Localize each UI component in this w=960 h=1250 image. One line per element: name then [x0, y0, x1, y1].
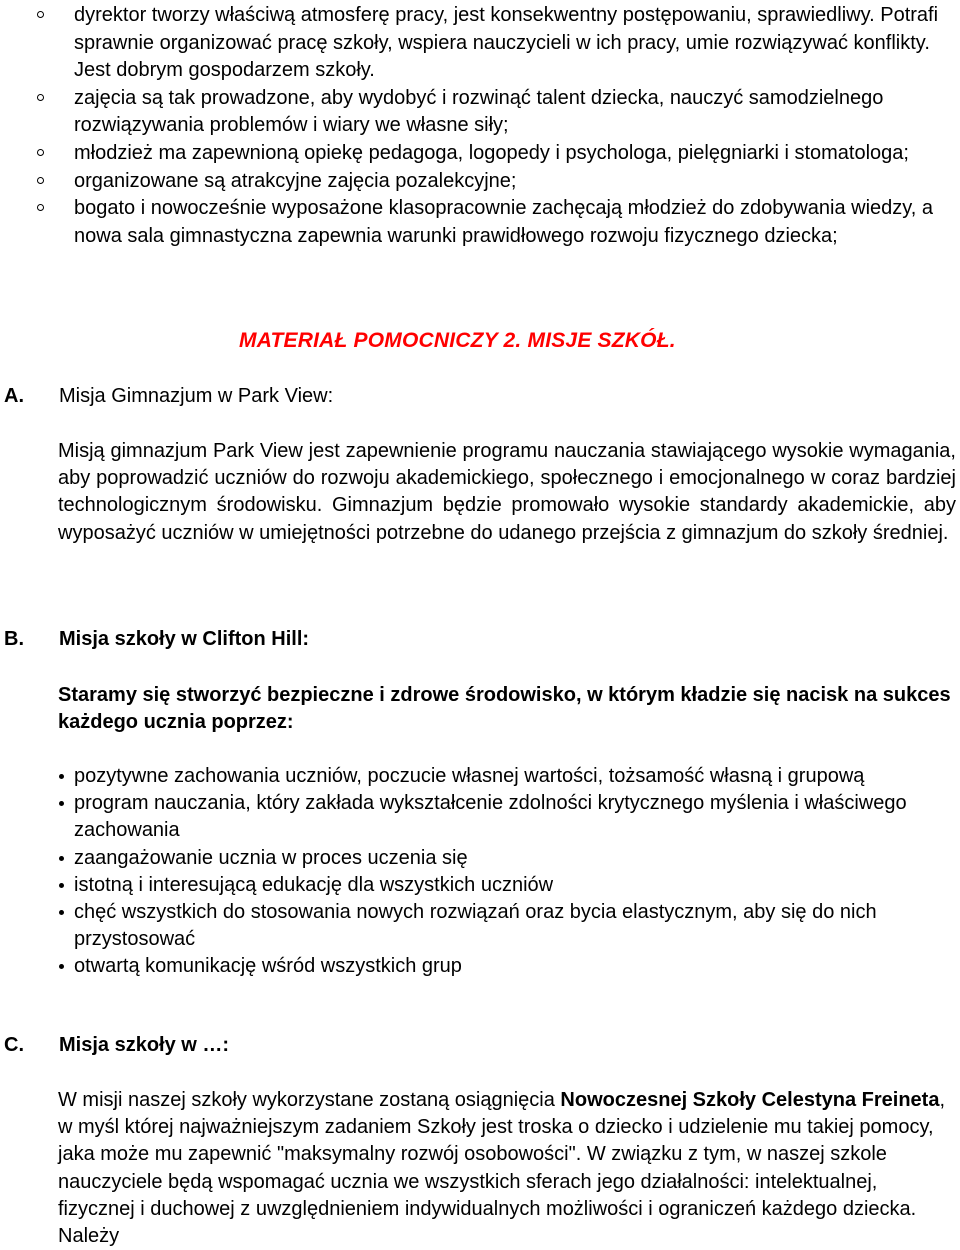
list-item: zajęcia są tak prowadzone, aby wydobyć i rozwinąć talent dziecka, nauczyć samodzielnego rozwiązywania problemów i wiary we własne siły;	[0, 85, 960, 140]
list-item: istotną i interesującą edukację dla wszystkich uczniów	[0, 872, 960, 899]
bullet-icon	[59, 774, 64, 779]
bullet-icon	[37, 204, 44, 211]
section-letter: A.	[4, 385, 24, 407]
section-c-paragraph: W misji naszej szkoły wykorzystane zostaną osiągnięcia Nowoczesnej Szkoły Celestyna Freineta, w myśl której najważniejszym zadaniem Szkoły jest troska o dziecko i udzielenie mu takiej pomocy, jaka może mu zapewnić "maksymalny rozwój osobowości". W związku z tym, w naszej szkole nauczyciele będą wspomagać ucznia we wszystkich sferach jego działalności: intelektualnej, fizycznej i duchowej z uwzględnieniem indywidualnych możliwości i ograniczeń każdego dziecka. Należy	[58, 1089, 946, 1248]
bullet-icon	[37, 11, 44, 18]
section-b-lead: Staramy się stworzyć bezpieczne i zdrowe środowisko, w którym kładzie się nacisk na sukces każdego ucznia poprzez:	[58, 684, 951, 734]
bullet-icon	[37, 94, 44, 101]
section-letter: C.	[4, 1034, 24, 1056]
bullet-icon	[59, 910, 64, 915]
list-item: dyrektor tworzy właściwą atmosferę pracy, jest konsekwentny postępowaniu, sprawiedliwy. Potrafi sprawnie organizować pracę szkoły, wspiera nauczycieli w ich pracy, umie rozwiązywać konflikty. Jest dobrym gospodarzem szkoły.	[0, 2, 960, 85]
list-item: pozytywne zachowania uczniów, poczucie własnej wartości, tożsamość własną i grupową	[0, 763, 960, 790]
section-b-list	[0, 763, 960, 981]
bullet-icon	[59, 856, 64, 861]
freinet-school-name: Nowoczesnej Szkoły Celestyna Freineta	[560, 1089, 940, 1111]
list-item: młodzież ma zapewnioną opiekę pedagoga, logopedy i psychologa, pielęgniarki i stomatologa;	[0, 140, 960, 168]
bullet-icon	[37, 177, 44, 184]
list-item: zaangażowanie ucznia w proces uczenia się	[0, 845, 960, 872]
section-letter: B.	[4, 628, 24, 650]
bullet-icon	[37, 149, 44, 156]
section-title: Misja szkoły w Clifton Hill:	[59, 628, 310, 650]
list-item: otwartą komunikację wśród wszystkich grup	[0, 953, 960, 980]
bullet-icon	[59, 801, 64, 806]
list-item: chęć wszystkich do stosowania nowych rozwiązań oraz bycia elastycznym, aby się do nich przystosować	[0, 899, 960, 953]
list-item: bogato i nowocześnie wyposażone klasopracownie zachęcają młodzież do zdobywania wiedzy, a nowa sala gimnastyczna zapewnia warunki prawidłowego rozwoju fizycznego dziecka;	[0, 195, 960, 250]
school-features-list	[0, 2, 960, 250]
section-title: Misja Gimnazjum w Park View:	[59, 385, 334, 407]
bullet-icon	[59, 964, 64, 969]
list-item: program nauczania, który zakłada wykształcenie zdolności krytycznego myślenia i właściwego zachowania	[0, 790, 960, 844]
material-heading: MATERIAŁ POMOCNICZY 2. MISJE SZKÓŁ.	[239, 329, 676, 352]
section-title: Misja szkoły w …:	[59, 1034, 230, 1056]
list-item: organizowane są atrakcyjne zajęcia pozalekcyjne;	[0, 168, 960, 196]
section-a-paragraph: Misją gimnazjum Park View jest zapewnienie programu nauczania stawiającego wysokie wymagania, aby poprowadzić uczniów do rozwoju akademickiego, społecznego i emocjonalnego w coraz bardziej technologicznym środowisku. Gimnazjum będzie promowało wysokie standardy akademickie, aby wyposażyć uczniów w umiejętności potrzebne do udanego przejścia z gimnazjum do szkoły średniej.	[58, 440, 956, 544]
bullet-icon	[59, 883, 64, 888]
